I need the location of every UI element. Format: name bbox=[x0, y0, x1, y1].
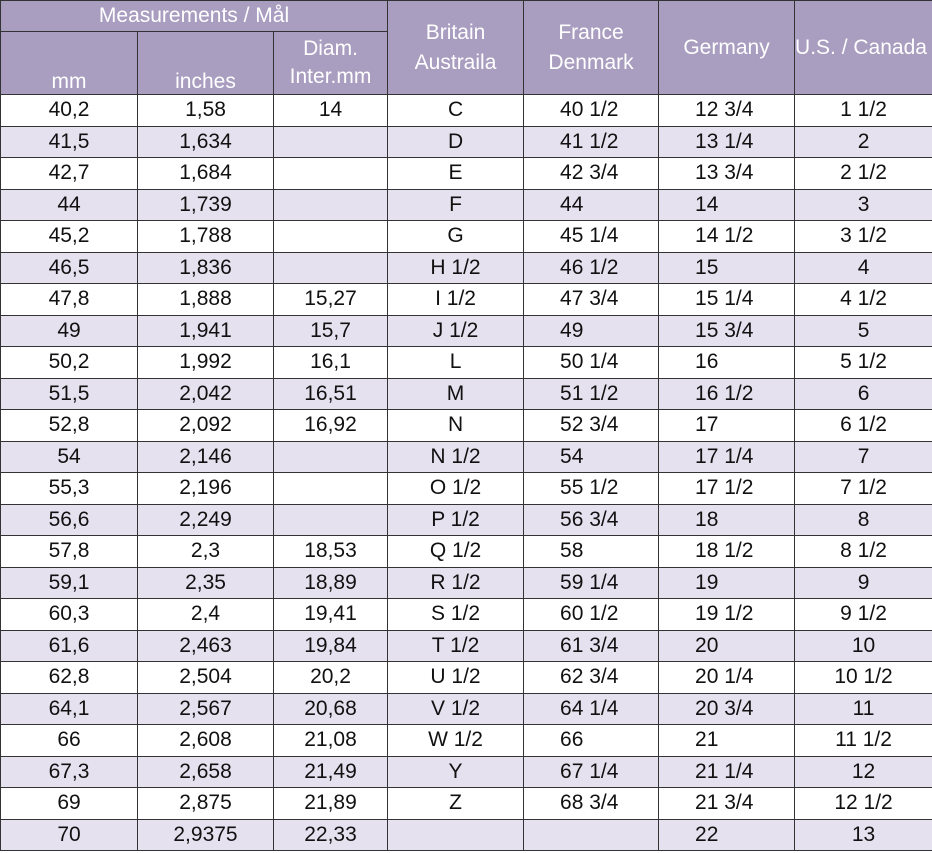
us-cell: 5 1/2 bbox=[795, 347, 932, 379]
britain-cell: N bbox=[388, 410, 524, 442]
britain-cell: Q 1/2 bbox=[388, 536, 524, 568]
us-cell: 6 1/2 bbox=[795, 410, 932, 442]
diameter-cell: 19,41 bbox=[274, 599, 388, 631]
us-cell: 8 1/2 bbox=[795, 536, 932, 568]
us-cell: 3 bbox=[795, 189, 932, 221]
france-cell bbox=[524, 819, 659, 851]
mm-cell: 67,3 bbox=[1, 756, 138, 788]
diameter-cell bbox=[274, 504, 388, 536]
us-cell: 7 bbox=[795, 441, 932, 473]
mm-cell: 50,2 bbox=[1, 347, 138, 379]
table-body bbox=[1, 95, 932, 851]
britain-cell: R 1/2 bbox=[388, 567, 524, 599]
britain-cell: M bbox=[388, 378, 524, 410]
germany-cell: 17 1/2 bbox=[659, 473, 795, 505]
inches-cell: 2,9375 bbox=[138, 819, 274, 851]
inches-cell: 1,58 bbox=[138, 95, 274, 127]
us-cell: 2 bbox=[795, 126, 932, 158]
mm-cell: 55,3 bbox=[1, 473, 138, 505]
us-cell: 9 1/2 bbox=[795, 599, 932, 631]
france-cell: 54 bbox=[524, 441, 659, 473]
us-cell: 12 bbox=[795, 756, 932, 788]
diameter-cell: 16,51 bbox=[274, 378, 388, 410]
us-cell: 5 bbox=[795, 315, 932, 347]
mm-cell: 59,1 bbox=[1, 567, 138, 599]
france-cell: 50 1/4 bbox=[524, 347, 659, 379]
us-cell: 11 bbox=[795, 693, 932, 725]
us-cell: 12 1/2 bbox=[795, 788, 932, 820]
inches-cell: 2,35 bbox=[138, 567, 274, 599]
britain-australia-header: Britain Austraila bbox=[388, 1, 524, 95]
germany-cell: 18 1/2 bbox=[659, 536, 795, 568]
france-cell: 58 bbox=[524, 536, 659, 568]
mm-cell: 52,8 bbox=[1, 410, 138, 442]
inches-cell: 2,504 bbox=[138, 662, 274, 694]
france-cell: 66 bbox=[524, 725, 659, 757]
diameter-cell bbox=[274, 189, 388, 221]
france-cell: 56 3/4 bbox=[524, 504, 659, 536]
britain-cell: F bbox=[388, 189, 524, 221]
germany-cell: 15 bbox=[659, 252, 795, 284]
mm-cell: 69 bbox=[1, 788, 138, 820]
germany-cell: 22 bbox=[659, 819, 795, 851]
inches-cell: 2,196 bbox=[138, 473, 274, 505]
germany-cell: 21 1/4 bbox=[659, 756, 795, 788]
britain-cell: V 1/2 bbox=[388, 693, 524, 725]
us-cell: 4 bbox=[795, 252, 932, 284]
diameter-cell: 18,89 bbox=[274, 567, 388, 599]
britain-cell: I 1/2 bbox=[388, 284, 524, 316]
table-row bbox=[1, 788, 932, 820]
table-row bbox=[1, 126, 932, 158]
diameter-cell bbox=[274, 221, 388, 253]
diameter-cell: 18,53 bbox=[274, 536, 388, 568]
inches-header: inches bbox=[138, 32, 274, 95]
inches-cell: 2,146 bbox=[138, 441, 274, 473]
inches-cell: 1,992 bbox=[138, 347, 274, 379]
france-cell: 45 1/4 bbox=[524, 221, 659, 253]
diameter-cell: 20,2 bbox=[274, 662, 388, 694]
britain-cell: T 1/2 bbox=[388, 630, 524, 662]
mm-cell: 47,8 bbox=[1, 284, 138, 316]
britain-cell: P 1/2 bbox=[388, 504, 524, 536]
britain-cell: C bbox=[388, 95, 524, 127]
table-row bbox=[1, 536, 932, 568]
diameter-cell: 21,49 bbox=[274, 756, 388, 788]
germany-cell: 15 1/4 bbox=[659, 284, 795, 316]
table-row bbox=[1, 284, 932, 316]
mm-cell: 44 bbox=[1, 189, 138, 221]
inches-cell: 1,788 bbox=[138, 221, 274, 253]
france-cell: 60 1/2 bbox=[524, 599, 659, 631]
germany-cell: 20 3/4 bbox=[659, 693, 795, 725]
france-cell: 64 1/4 bbox=[524, 693, 659, 725]
mm-cell: 41,5 bbox=[1, 126, 138, 158]
france-cell: 44 bbox=[524, 189, 659, 221]
mm-cell: 66 bbox=[1, 725, 138, 757]
mm-cell: 56,6 bbox=[1, 504, 138, 536]
britain-cell: U 1/2 bbox=[388, 662, 524, 694]
britain-cell: Z bbox=[388, 788, 524, 820]
france-cell: 68 3/4 bbox=[524, 788, 659, 820]
table-row bbox=[1, 630, 932, 662]
britain-cell: W 1/2 bbox=[388, 725, 524, 757]
diameter-cell: 21,08 bbox=[274, 725, 388, 757]
france-cell: 51 1/2 bbox=[524, 378, 659, 410]
table-row bbox=[1, 725, 932, 757]
britain-cell: G bbox=[388, 221, 524, 253]
diameter-cell: 16,92 bbox=[274, 410, 388, 442]
us-cell: 2 1/2 bbox=[795, 158, 932, 190]
inches-cell: 2,4 bbox=[138, 599, 274, 631]
inches-cell: 1,739 bbox=[138, 189, 274, 221]
measurements-group-header: Measurements / Mål bbox=[1, 1, 388, 32]
germany-cell: 21 bbox=[659, 725, 795, 757]
table-row bbox=[1, 221, 932, 253]
us-cell: 1 1/2 bbox=[795, 95, 932, 127]
us-cell: 6 bbox=[795, 378, 932, 410]
france-cell: 61 3/4 bbox=[524, 630, 659, 662]
table-row bbox=[1, 378, 932, 410]
france-cell: 46 1/2 bbox=[524, 252, 659, 284]
us-cell: 3 1/2 bbox=[795, 221, 932, 253]
table-row bbox=[1, 158, 932, 190]
diameter-cell: 19,84 bbox=[274, 630, 388, 662]
germany-cell: 12 3/4 bbox=[659, 95, 795, 127]
germany-cell: 20 1/4 bbox=[659, 662, 795, 694]
diameter-cell: 16,1 bbox=[274, 347, 388, 379]
table-header bbox=[1, 1, 932, 95]
germany-cell: 20 bbox=[659, 630, 795, 662]
table-row bbox=[1, 693, 932, 725]
diameter-cell bbox=[274, 126, 388, 158]
mm-cell: 51,5 bbox=[1, 378, 138, 410]
france-cell: 40 1/2 bbox=[524, 95, 659, 127]
france-cell: 62 3/4 bbox=[524, 662, 659, 694]
germany-cell: 13 1/4 bbox=[659, 126, 795, 158]
france-cell: 41 1/2 bbox=[524, 126, 659, 158]
diameter-cell: 21,89 bbox=[274, 788, 388, 820]
germany-cell: 16 bbox=[659, 347, 795, 379]
germany-cell: 13 3/4 bbox=[659, 158, 795, 190]
table-row bbox=[1, 504, 932, 536]
inches-cell: 1,684 bbox=[138, 158, 274, 190]
britain-cell: H 1/2 bbox=[388, 252, 524, 284]
germany-cell: 19 bbox=[659, 567, 795, 599]
germany-header: Germany bbox=[659, 1, 795, 95]
diameter-cell bbox=[274, 158, 388, 190]
britain-cell: O 1/2 bbox=[388, 473, 524, 505]
us-cell: 4 1/2 bbox=[795, 284, 932, 316]
table-row bbox=[1, 441, 932, 473]
britain-cell: E bbox=[388, 158, 524, 190]
germany-cell: 15 3/4 bbox=[659, 315, 795, 347]
inches-cell: 2,875 bbox=[138, 788, 274, 820]
france-cell: 59 1/4 bbox=[524, 567, 659, 599]
us-cell: 8 bbox=[795, 504, 932, 536]
diameter-cell: 15,27 bbox=[274, 284, 388, 316]
us-cell: 10 1/2 bbox=[795, 662, 932, 694]
inches-cell: 1,634 bbox=[138, 126, 274, 158]
mm-cell: 49 bbox=[1, 315, 138, 347]
us-cell: 9 bbox=[795, 567, 932, 599]
germany-cell: 14 bbox=[659, 189, 795, 221]
france-denmark-header: France Denmark bbox=[524, 1, 659, 95]
mm-cell: 64,1 bbox=[1, 693, 138, 725]
us-cell: 7 1/2 bbox=[795, 473, 932, 505]
britain-cell: D bbox=[388, 126, 524, 158]
inches-cell: 2,463 bbox=[138, 630, 274, 662]
table-row bbox=[1, 819, 932, 851]
mm-cell: 45,2 bbox=[1, 221, 138, 253]
britain-cell: S 1/2 bbox=[388, 599, 524, 631]
inches-cell: 2,249 bbox=[138, 504, 274, 536]
germany-cell: 21 3/4 bbox=[659, 788, 795, 820]
britain-cell: J 1/2 bbox=[388, 315, 524, 347]
table-row bbox=[1, 189, 932, 221]
france-cell: 67 1/4 bbox=[524, 756, 659, 788]
table-row bbox=[1, 252, 932, 284]
france-cell: 52 3/4 bbox=[524, 410, 659, 442]
diameter-cell: 22,33 bbox=[274, 819, 388, 851]
germany-cell: 16 1/2 bbox=[659, 378, 795, 410]
us-cell: 10 bbox=[795, 630, 932, 662]
diameter-cell bbox=[274, 441, 388, 473]
germany-cell: 17 bbox=[659, 410, 795, 442]
france-cell: 55 1/2 bbox=[524, 473, 659, 505]
diameter-cell: 14 bbox=[274, 95, 388, 127]
inches-cell: 2,567 bbox=[138, 693, 274, 725]
table-row bbox=[1, 567, 932, 599]
inches-cell: 2,3 bbox=[138, 536, 274, 568]
diameter-cell: 20,68 bbox=[274, 693, 388, 725]
table-row bbox=[1, 599, 932, 631]
mm-cell: 54 bbox=[1, 441, 138, 473]
mm-cell: 42,7 bbox=[1, 158, 138, 190]
mm-cell: 46,5 bbox=[1, 252, 138, 284]
mm-cell: 61,6 bbox=[1, 630, 138, 662]
inches-cell: 1,941 bbox=[138, 315, 274, 347]
britain-cell bbox=[388, 819, 524, 851]
france-cell: 49 bbox=[524, 315, 659, 347]
diameter-cell: 15,7 bbox=[274, 315, 388, 347]
france-cell: 42 3/4 bbox=[524, 158, 659, 190]
inches-cell: 1,888 bbox=[138, 284, 274, 316]
britain-cell: N 1/2 bbox=[388, 441, 524, 473]
us-cell: 11 1/2 bbox=[795, 725, 932, 757]
table-row bbox=[1, 473, 932, 505]
britain-cell: Y bbox=[388, 756, 524, 788]
inches-cell: 2,092 bbox=[138, 410, 274, 442]
diameter-cell bbox=[274, 473, 388, 505]
diameter-header: Diam. Inter.mm bbox=[274, 32, 388, 95]
mm-header: mm bbox=[1, 32, 138, 95]
table-row bbox=[1, 95, 932, 127]
mm-cell: 62,8 bbox=[1, 662, 138, 694]
table-row bbox=[1, 315, 932, 347]
table-row bbox=[1, 756, 932, 788]
mm-cell: 57,8 bbox=[1, 536, 138, 568]
inches-cell: 2,658 bbox=[138, 756, 274, 788]
germany-cell: 17 1/4 bbox=[659, 441, 795, 473]
germany-cell: 19 1/2 bbox=[659, 599, 795, 631]
germany-cell: 18 bbox=[659, 504, 795, 536]
us-canada-header: U.S. / Canada bbox=[795, 1, 932, 95]
inches-cell: 2,608 bbox=[138, 725, 274, 757]
mm-cell: 40,2 bbox=[1, 95, 138, 127]
mm-cell: 70 bbox=[1, 819, 138, 851]
us-cell: 13 bbox=[795, 819, 932, 851]
inches-cell: 2,042 bbox=[138, 378, 274, 410]
diameter-cell bbox=[274, 252, 388, 284]
britain-cell: L bbox=[388, 347, 524, 379]
germany-cell: 14 1/2 bbox=[659, 221, 795, 253]
france-cell: 47 3/4 bbox=[524, 284, 659, 316]
table-row bbox=[1, 410, 932, 442]
inches-cell: 1,836 bbox=[138, 252, 274, 284]
table-row bbox=[1, 662, 932, 694]
mm-cell: 60,3 bbox=[1, 599, 138, 631]
table-row bbox=[1, 347, 932, 379]
